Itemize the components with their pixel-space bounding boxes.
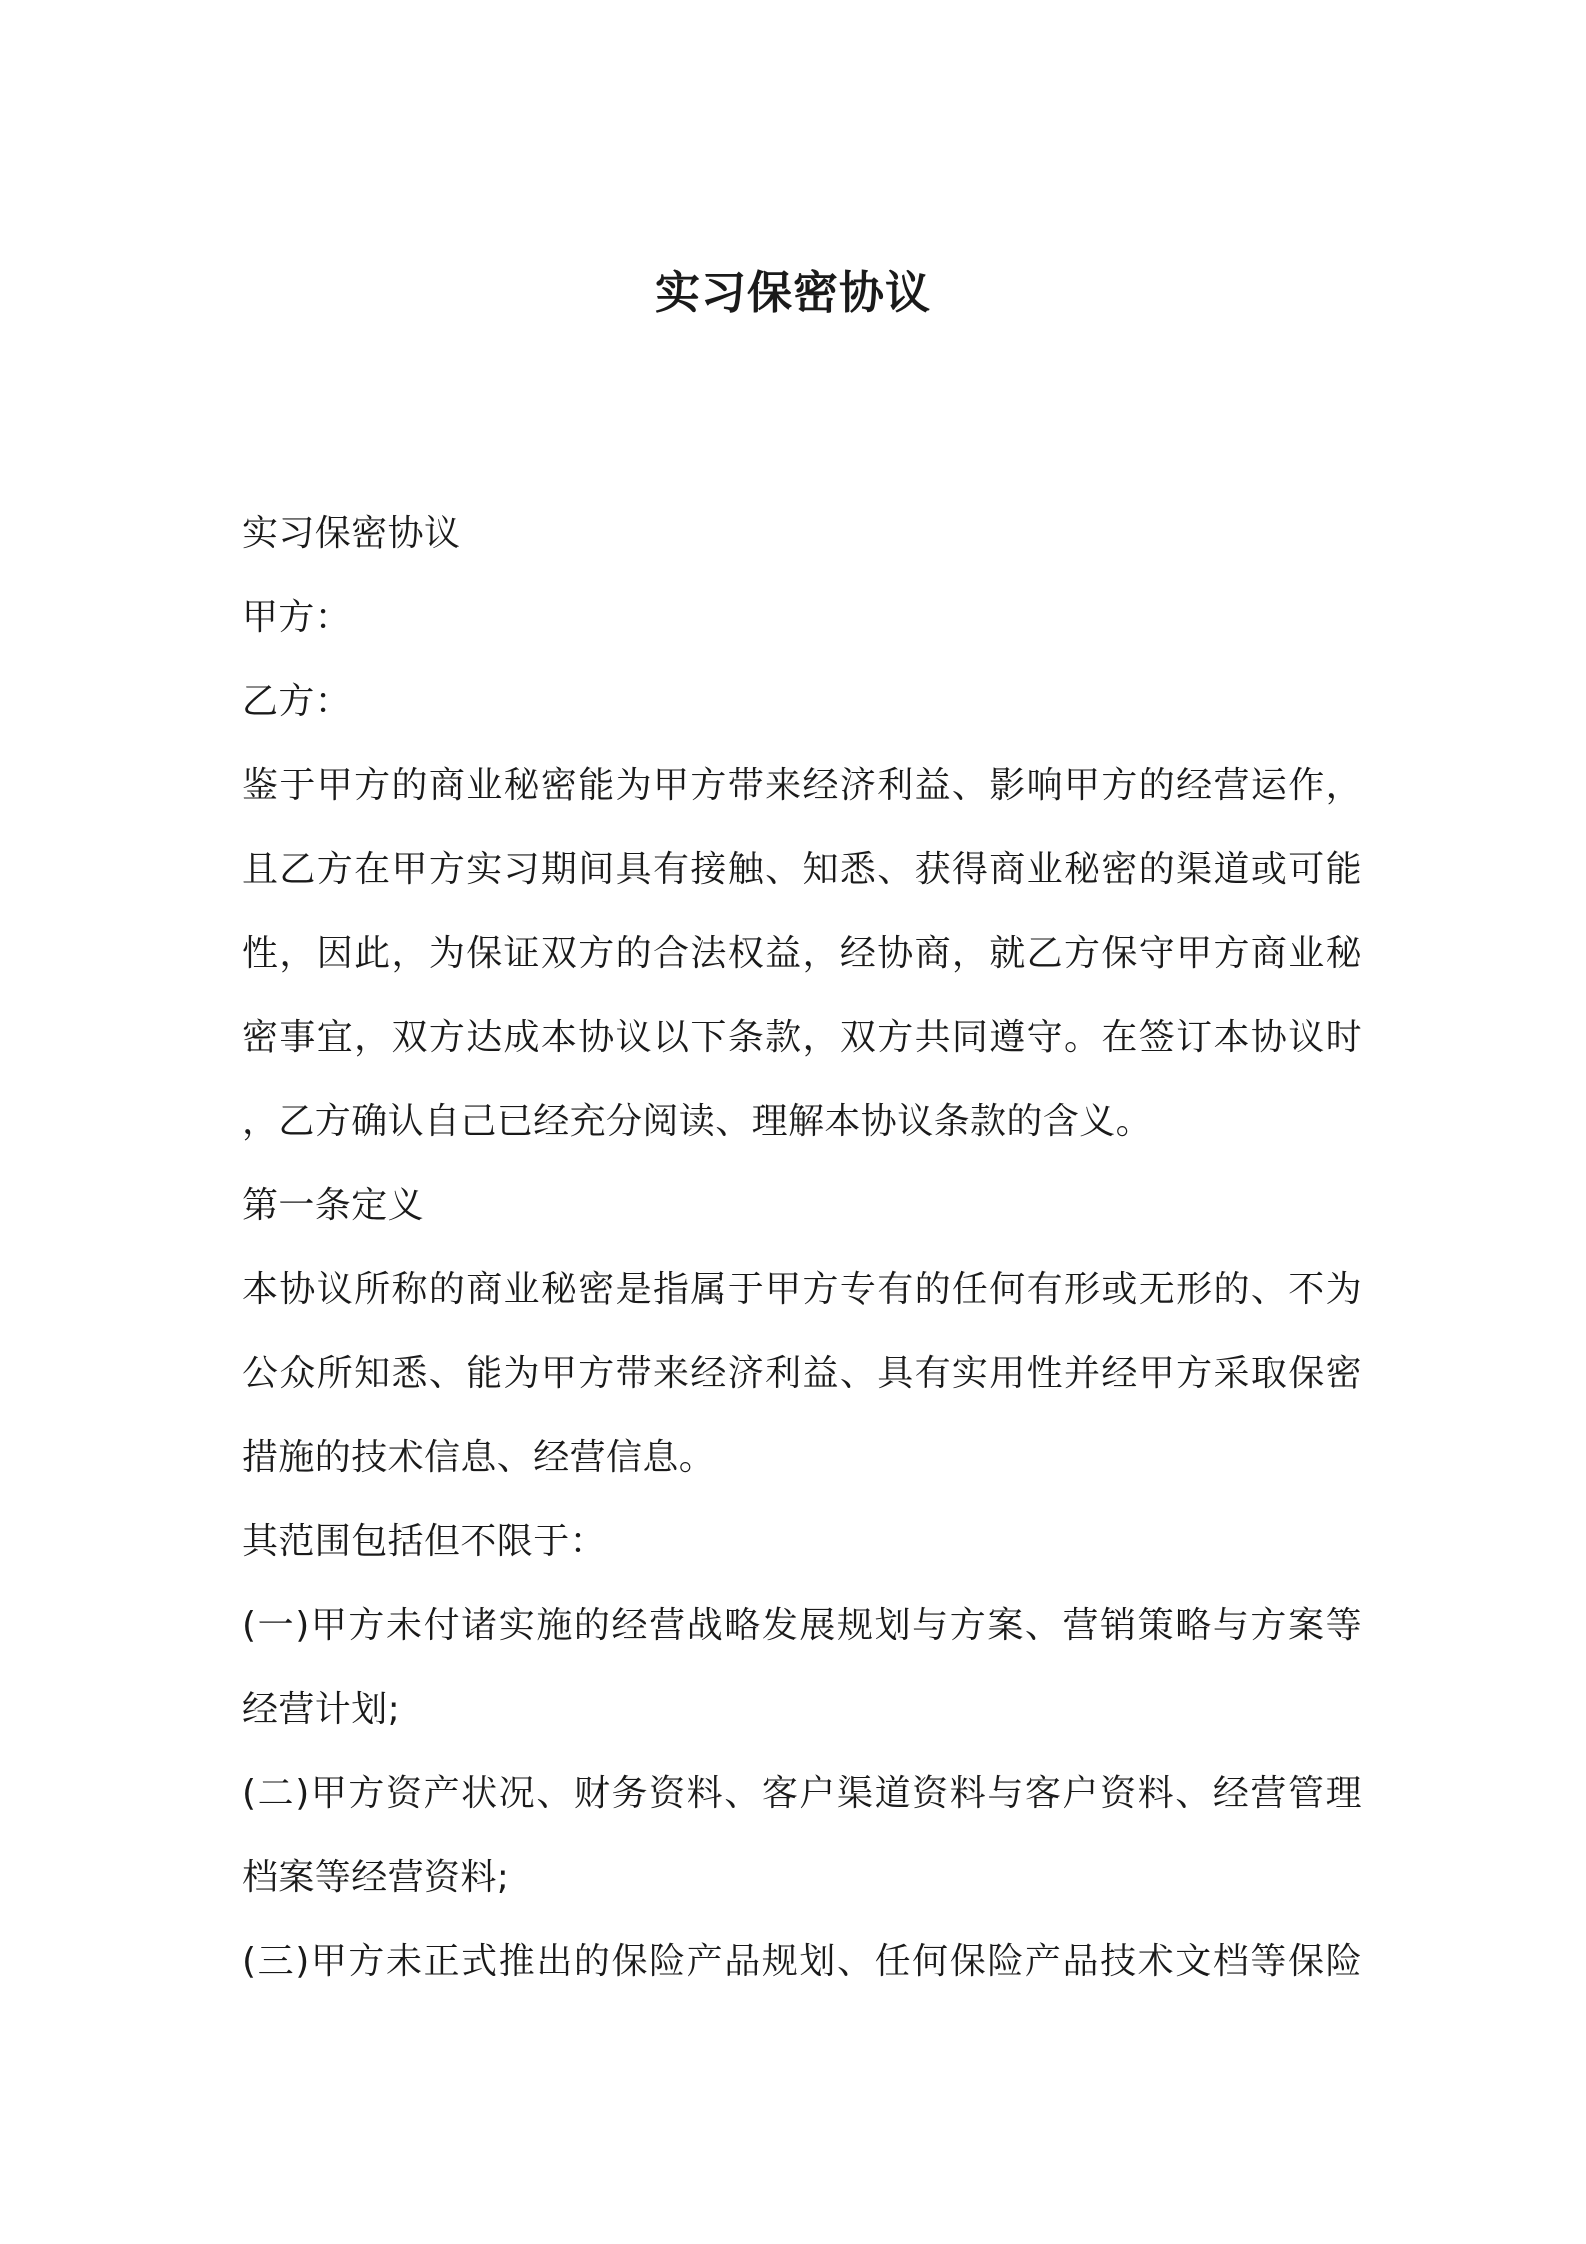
- scope-intro-line: 其范围包括但不限于：: [242, 1521, 607, 1562]
- scope-item-line: (二)甲方资产状况、财务资料、客户渠道资料与客户资料、经营管理: [242, 1773, 1362, 1814]
- preamble-line: 且乙方在甲方实习期间具有接触、知悉、获得商业秘密的渠道或可能: [242, 849, 1362, 890]
- article-heading: 第一条定义: [242, 1185, 425, 1226]
- scope-item-line: (一)甲方未付诸实施的经营战略发展规划与方案、营销策略与方案等: [242, 1605, 1362, 1646]
- scope-item-line: (三)甲方未正式推出的保险产品规划、任何保险产品技术文档等保险: [242, 1941, 1362, 1982]
- preamble-line: 性，因此，为保证双方的合法权益，经协商，就乙方保守甲方商业秘: [242, 933, 1362, 974]
- preamble-line: ，乙方确认自己已经充分阅读、理解本协议条款的含义。: [242, 1101, 1153, 1142]
- preamble-line: 鉴于甲方的商业秘密能为甲方带来经济利益、影响甲方的经营运作，: [242, 765, 1362, 806]
- scope-item-line: 档案等经营资料;: [242, 1857, 510, 1898]
- document-title: 实习保密协议: [654, 266, 931, 319]
- body-line-heading: 实习保密协议: [242, 513, 461, 554]
- definition-line: 措施的技术信息、经营信息。: [242, 1437, 716, 1478]
- party-a-label: 甲方：: [242, 597, 352, 638]
- preamble-line: 密事宜，双方达成本协议以下条款，双方共同遵守。在签订本协议时: [242, 1017, 1362, 1058]
- definition-line: 本协议所称的商业秘密是指属于甲方专有的任何有形或无形的、不为: [242, 1269, 1362, 1310]
- party-b-label: 乙方：: [242, 681, 352, 722]
- scope-item-line: 经营计划;: [242, 1689, 401, 1730]
- definition-line: 公众所知悉、能为甲方带来经济利益、具有实用性并经甲方采取保密: [242, 1353, 1362, 1394]
- document-body: [242, 492, 1362, 2004]
